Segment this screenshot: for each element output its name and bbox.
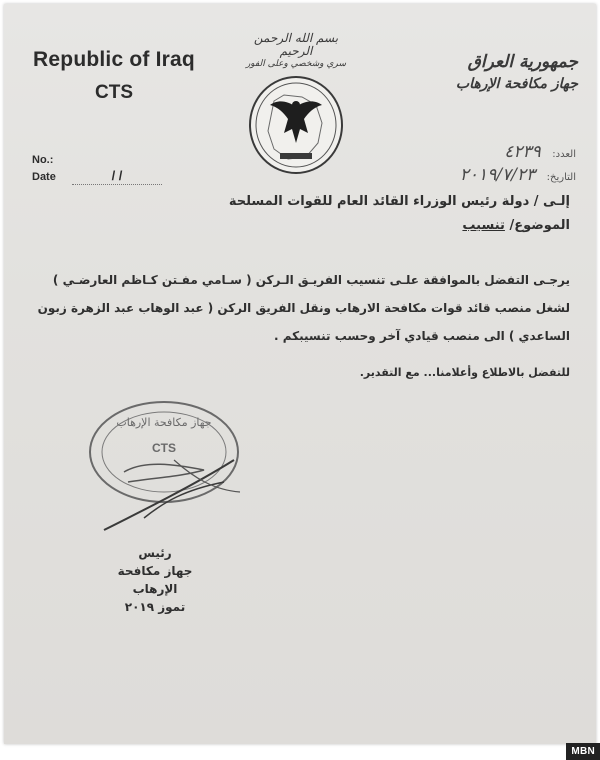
date-ar-value: ٢٠١٩/٧/٢٣: [459, 165, 536, 185]
official-stamp: [84, 390, 254, 540]
number-row: [32, 152, 162, 168]
header-arabic: [418, 52, 578, 92]
number-label: No.:: [32, 154, 54, 166]
agency-name-ar: جهاز مكافحة الإرهاب: [455, 76, 578, 92]
date-row: [32, 168, 162, 185]
number-ar-label: العدد:: [552, 149, 576, 160]
meta-arabic: [460, 142, 576, 188]
addressee: إلـى / دولة رئيس الوزراء القائد العام للقوات المسلحة: [228, 194, 570, 209]
eagle-emblem-icon: [244, 71, 348, 179]
meta-english: [32, 152, 162, 185]
date-ar-label: التاريخ:: [546, 172, 576, 183]
letter-closing: للتفضل بالاطلاع وأعلامنا... مع التقدير.: [359, 366, 570, 379]
basmala: بسم الله الرحمن الرحيم: [253, 31, 339, 58]
country-name-ar: جمهورية العراق: [467, 52, 578, 72]
stamp-abbr: CTS: [152, 441, 176, 455]
country-name-en: Republic of Iraq: [33, 48, 195, 71]
agency-abbr: CTS: [95, 82, 133, 103]
subject-value: تنسيب: [462, 218, 505, 233]
subject-line: [32, 218, 570, 233]
number-ar-value: ٤٢٣٩: [504, 142, 541, 162]
date-value: / /: [72, 168, 162, 185]
emblem-caption: [240, 32, 352, 71]
signature-block: [100, 544, 210, 616]
signatory-title: رئيس: [138, 546, 172, 560]
watermark-label: MBN: [566, 743, 600, 760]
header-english: [24, 48, 204, 104]
date-label: Date: [32, 171, 56, 183]
classification-text: سري وشخصي وعلى الفور: [245, 59, 347, 69]
signatory-organization: جهاز مكافحة الإرهاب: [117, 564, 193, 596]
emblem: [240, 32, 352, 182]
number-ar-row: [460, 142, 576, 165]
stamp-seal-icon: [84, 390, 254, 540]
signature-date: تموز ٢٠١٩: [124, 600, 186, 614]
stamp-text: جهاز مكافحة الإرهاب: [116, 416, 212, 429]
document-page: [4, 4, 596, 744]
letter-body: يرجـى التفضل بالموافقة علـى تنسيب الفريـق الـركن ( سـامي مفـتن كـاظم العارضـي ) لشغل منصب قائد قوات مكافحة الارهاب ونقل الفريق الركن ( عبد الوهاب عبد الزهرة زبون الساعدي ) الى منصب قيادي آخر وحسب تنسيبكم .: [37, 273, 570, 343]
subject-label: الموضوع/: [509, 218, 570, 233]
date-ar-row: [460, 165, 576, 188]
